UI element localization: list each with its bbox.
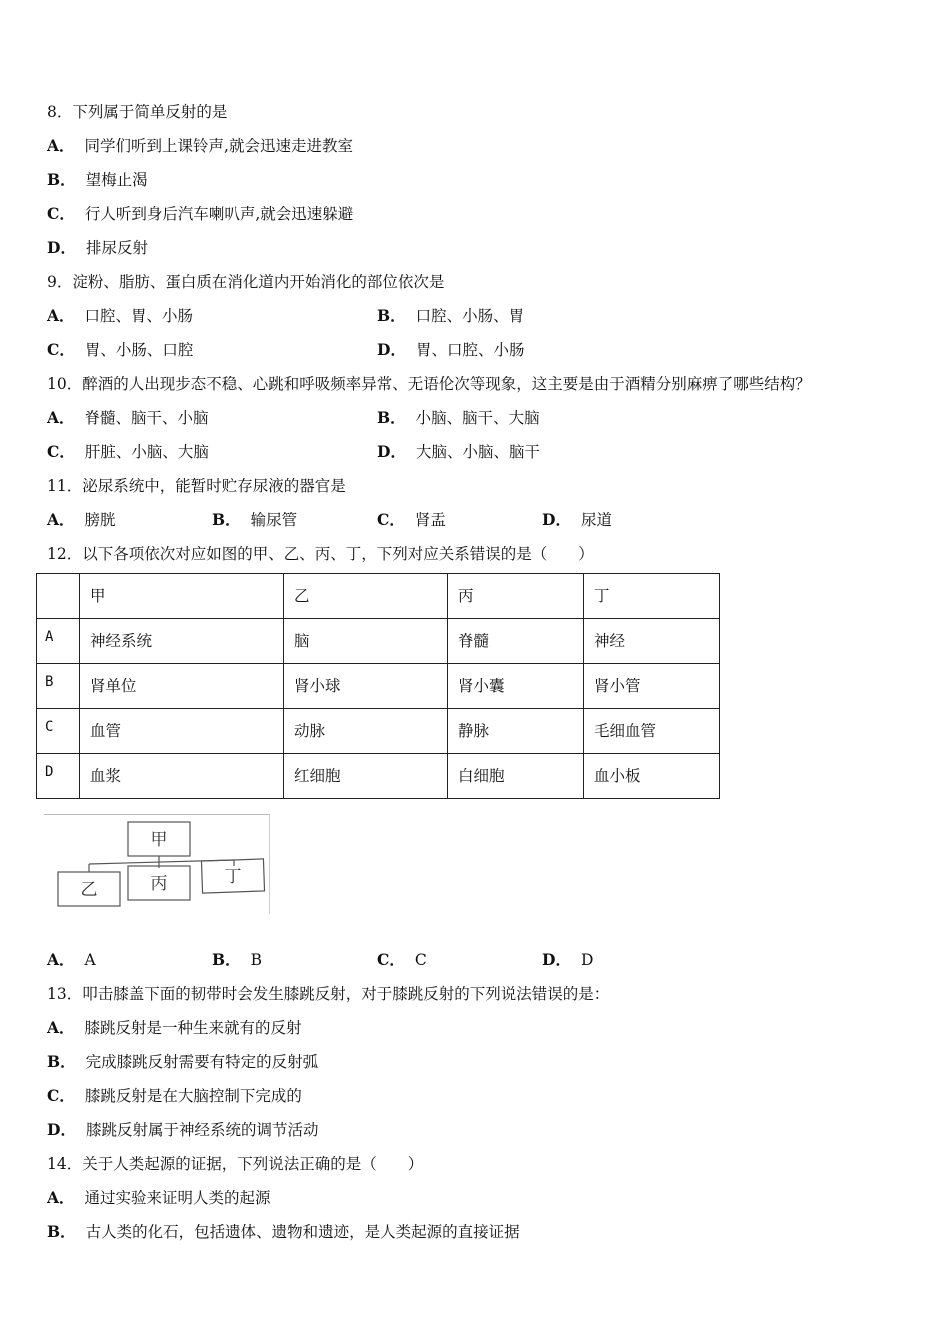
question-12-stem: 12．以下各项依次对应如图的甲、乙、丙、丁，下列对应关系错误的是（ ） bbox=[47, 545, 594, 563]
option-letter: B． bbox=[212, 950, 241, 969]
option-letter: C． bbox=[47, 442, 75, 461]
table-header-cell: 丁 bbox=[584, 574, 720, 619]
option-text: 肝脏、小脑、大脑 bbox=[84, 443, 209, 461]
table-cell: 肾小管 bbox=[584, 664, 720, 709]
table-cell: 肾单位 bbox=[80, 664, 284, 709]
hierarchy-diagram bbox=[44, 814, 270, 914]
q13-option-b[interactable] bbox=[47, 1052, 318, 1072]
option-letter: D． bbox=[47, 238, 76, 257]
table-cell: D bbox=[37, 754, 80, 799]
option-letter: A． bbox=[47, 510, 75, 529]
q10-option-b[interactable] bbox=[377, 408, 540, 428]
option-letter: D． bbox=[377, 442, 406, 461]
q14-option-a[interactable] bbox=[47, 1188, 271, 1208]
table-cell: 动脉 bbox=[284, 709, 448, 754]
table-cell: 肾小球 bbox=[284, 664, 448, 709]
q12-option-d[interactable] bbox=[542, 950, 593, 970]
table-cell: 血浆 bbox=[80, 754, 284, 799]
q13-option-c[interactable] bbox=[47, 1086, 302, 1106]
q10-option-c[interactable] bbox=[47, 442, 209, 462]
table-cell bbox=[37, 574, 80, 619]
q11-option-c[interactable] bbox=[377, 510, 446, 530]
option-letter: A． bbox=[47, 1018, 75, 1037]
option-text: 完成膝跳反射需要有特定的反射弧 bbox=[85, 1053, 319, 1071]
option-text: 肾盂 bbox=[414, 511, 446, 529]
table-cell: 脊髓 bbox=[448, 619, 584, 664]
option-letter: C． bbox=[377, 510, 405, 529]
table-cell: B bbox=[37, 664, 80, 709]
option-letter: B． bbox=[47, 1222, 76, 1241]
table-row bbox=[37, 619, 720, 664]
option-text: 输尿管 bbox=[250, 511, 298, 529]
option-text: 望梅止渴 bbox=[85, 171, 148, 189]
question-10-stem: 10．醉酒的人出现步态不稳、心跳和呼吸频率异常、无语伦次等现象，这主要是由于酒精分别麻痹了哪些结构？ bbox=[47, 375, 811, 393]
q8-option-a[interactable] bbox=[47, 136, 353, 156]
table-cell: A bbox=[37, 619, 80, 664]
table-header-cell: 甲 bbox=[80, 574, 284, 619]
table-cell: 白细胞 bbox=[448, 754, 584, 799]
table-cell: 神经系统 bbox=[80, 619, 284, 664]
option-text: 口腔、胃、小肠 bbox=[84, 307, 194, 325]
option-letter: D． bbox=[377, 340, 406, 359]
option-letter: C． bbox=[47, 1086, 75, 1105]
option-letter: D． bbox=[47, 1120, 76, 1139]
option-text: 膝跳反射属于神经系统的调节活动 bbox=[85, 1121, 319, 1139]
option-text: 胃、口腔、小肠 bbox=[415, 341, 525, 359]
option-letter: D． bbox=[542, 950, 571, 969]
table-row bbox=[37, 754, 720, 799]
option-letter: B． bbox=[47, 170, 76, 189]
diagram-label-top: 甲 bbox=[150, 830, 168, 850]
table-cell: 脑 bbox=[284, 619, 448, 664]
option-text: 大脑、小脑、脑干 bbox=[415, 443, 540, 461]
question-14-stem: 14．关于人类起源的证据，下列说法正确的是（ ） bbox=[47, 1155, 424, 1173]
diagram-label-middle: 丙 bbox=[150, 874, 168, 894]
table-cell: 血管 bbox=[80, 709, 284, 754]
option-letter: B． bbox=[47, 1052, 76, 1071]
q12-option-b[interactable] bbox=[212, 950, 262, 970]
table-cell: 静脉 bbox=[448, 709, 584, 754]
option-text: A bbox=[84, 951, 96, 969]
q9-option-b[interactable] bbox=[377, 306, 524, 326]
option-text: 脊髓、脑干、小脑 bbox=[84, 409, 209, 427]
option-letter: B． bbox=[212, 510, 241, 529]
option-letter: A． bbox=[47, 1188, 75, 1207]
option-text: B bbox=[250, 951, 262, 969]
q9-option-c[interactable] bbox=[47, 340, 193, 360]
q9-option-d[interactable] bbox=[377, 340, 524, 360]
option-text: 通过实验来证明人类的起源 bbox=[84, 1189, 271, 1207]
option-text: 膀胱 bbox=[84, 511, 116, 529]
q8-option-b[interactable] bbox=[47, 170, 148, 190]
option-text: 胃、小肠、口腔 bbox=[84, 341, 194, 359]
option-letter: A． bbox=[47, 136, 75, 155]
table-cell: C bbox=[37, 709, 80, 754]
q11-option-a[interactable] bbox=[47, 510, 116, 530]
option-letter: B． bbox=[377, 408, 406, 427]
option-text: 膝跳反射是一种生来就有的反射 bbox=[84, 1019, 302, 1037]
table-row bbox=[37, 664, 720, 709]
question-11-stem: 11．泌尿系统中，能暂时贮存尿液的器官是 bbox=[47, 477, 346, 495]
q11-option-d[interactable] bbox=[542, 510, 612, 530]
option-letter: C． bbox=[47, 204, 75, 223]
table-row bbox=[37, 709, 720, 754]
option-text: 小脑、脑干、大脑 bbox=[415, 409, 540, 427]
question-8-stem: 8．下列属于简单反射的是 bbox=[47, 103, 228, 121]
q9-option-a[interactable] bbox=[47, 306, 193, 326]
table-cell: 毛细血管 bbox=[584, 709, 720, 754]
option-letter: D． bbox=[542, 510, 571, 529]
table-header-row bbox=[37, 574, 720, 619]
option-text: 同学们听到上课铃声,就会迅速走进教室 bbox=[84, 137, 353, 155]
option-text: 膝跳反射是在大脑控制下完成的 bbox=[84, 1087, 302, 1105]
option-letter: B． bbox=[377, 306, 406, 325]
table-header-cell: 乙 bbox=[284, 574, 448, 619]
question-9-stem: 9．淀粉、脂肪、蛋白质在消化道内开始消化的部位依次是 bbox=[47, 273, 445, 291]
q12-option-c[interactable] bbox=[377, 950, 427, 970]
q13-option-d[interactable] bbox=[47, 1120, 318, 1140]
q10-option-d[interactable] bbox=[377, 442, 540, 462]
diagram-label-right: 丁 bbox=[224, 867, 242, 887]
q8-option-c[interactable] bbox=[47, 204, 353, 224]
option-text: D bbox=[580, 951, 594, 969]
option-letter: A． bbox=[47, 408, 75, 427]
q10-option-a[interactable] bbox=[47, 408, 209, 428]
option-text: 古人类的化石，包括遗体、遗物和遗迹，是人类起源的直接证据 bbox=[85, 1223, 520, 1241]
option-text: 排尿反射 bbox=[85, 239, 148, 257]
question-13-stem: 13．叩击膝盖下面的韧带时会发生膝跳反射，对于膝跳反射的下列说法错误的是： bbox=[47, 985, 610, 1003]
table-cell: 神经 bbox=[584, 619, 720, 664]
q13-option-a[interactable] bbox=[47, 1018, 302, 1038]
option-letter: A． bbox=[47, 950, 75, 969]
correspondence-table bbox=[36, 573, 720, 799]
table-cell: 红细胞 bbox=[284, 754, 448, 799]
option-text: 尿道 bbox=[580, 511, 612, 529]
q12-option-a[interactable] bbox=[47, 950, 96, 970]
option-text: C bbox=[414, 951, 427, 969]
option-letter: C． bbox=[47, 340, 75, 359]
table-cell: 肾小囊 bbox=[448, 664, 584, 709]
table-header-cell: 丙 bbox=[448, 574, 584, 619]
option-letter: C． bbox=[377, 950, 405, 969]
diagram-label-left: 乙 bbox=[80, 880, 98, 900]
option-letter: A． bbox=[47, 306, 75, 325]
q11-option-b[interactable] bbox=[212, 510, 297, 530]
q14-option-b[interactable] bbox=[47, 1222, 520, 1242]
table-cell: 血小板 bbox=[584, 754, 720, 799]
option-text: 口腔、小肠、胃 bbox=[415, 307, 525, 325]
option-text: 行人听到身后汽车喇叭声,就会迅速躲避 bbox=[84, 205, 354, 223]
q8-option-d[interactable] bbox=[47, 238, 148, 258]
